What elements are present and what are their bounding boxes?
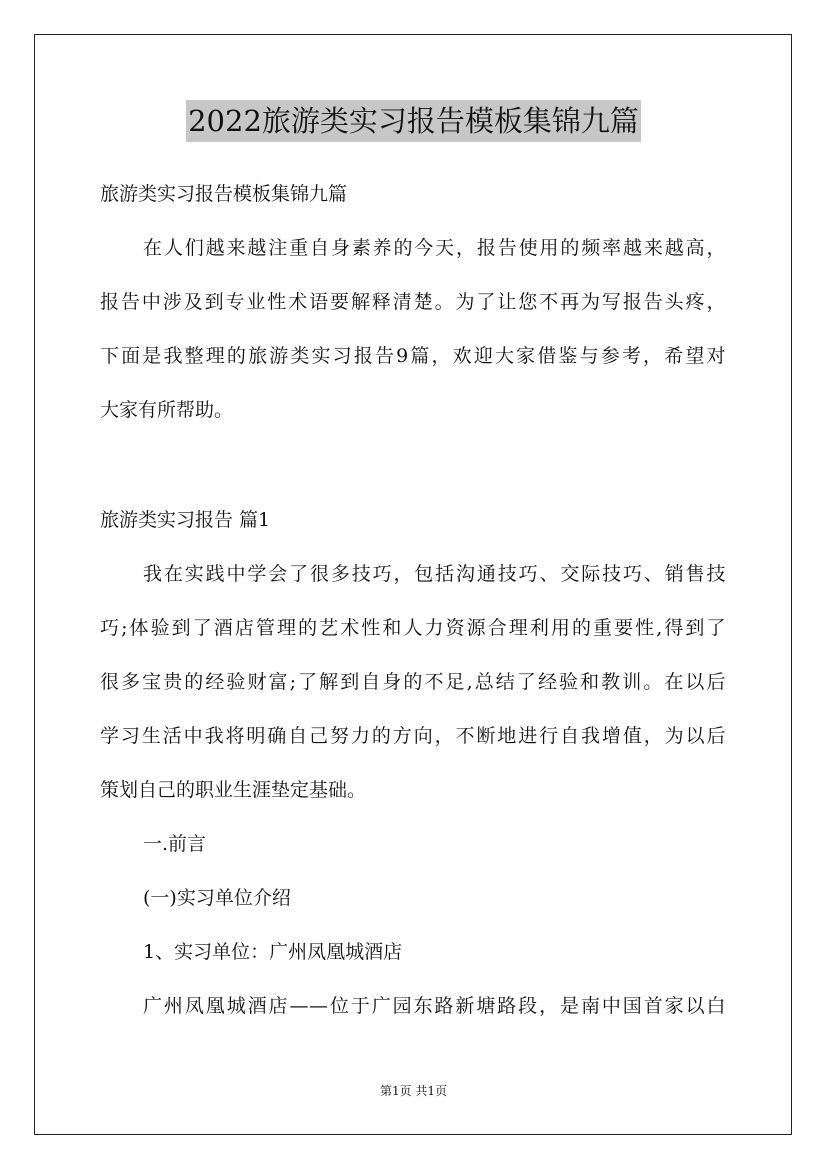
body-line-2: 巧;体验到了酒店管理的艺术性和人力资源合理利用的重要性,得到了 (100, 617, 726, 639)
outline-heading-2: (一)实习单位介绍 (143, 887, 291, 909)
intro-line-3: 下面是我整理的旅游类实习报告9篇，欢迎大家借鉴与参考，希望对 (100, 345, 726, 367)
intro-line-2: 报告中涉及到专业性术语要解释清楚。为了让您不再为写报告头疼， (100, 291, 726, 313)
body-line-4: 学习生活中我将明确自己努力的方向，不断地进行自我增值，为以后 (100, 725, 726, 747)
page-footer (0, 1083, 827, 1099)
document-subtitle: 旅游类实习报告模板集锦九篇 (100, 183, 348, 205)
intro-line-1: 在人们越来越注重自身素养的今天，报告使用的频率越来越高， (143, 237, 726, 259)
outline-heading-3: 1、实习单位：广州凤凰城酒店 (143, 941, 403, 963)
body-line-5: 策划自己的职业生涯垫定基础。 (100, 779, 367, 801)
page-number-label: 第1页 共1页 (379, 1084, 448, 1098)
body-last-line: 广州凤凰城酒店——位于广园东路新塘路段，是南中国首家以白 (143, 995, 726, 1017)
intro-line-4: 大家有所帮助。 (100, 399, 234, 421)
outline-heading-1: 一.前言 (143, 833, 207, 855)
body-line-3: 很多宝贵的经验财富;了解到自身的不足,总结了经验和教训。在以后 (100, 671, 726, 693)
section-heading: 旅游类实习报告 篇1 (100, 509, 271, 531)
title-container (0, 100, 827, 142)
document-title: 2022旅游类实习报告模板集锦九篇 (186, 100, 641, 142)
body-line-1: 我在实践中学会了很多技巧，包括沟通技巧、交际技巧、销售技 (143, 563, 726, 585)
